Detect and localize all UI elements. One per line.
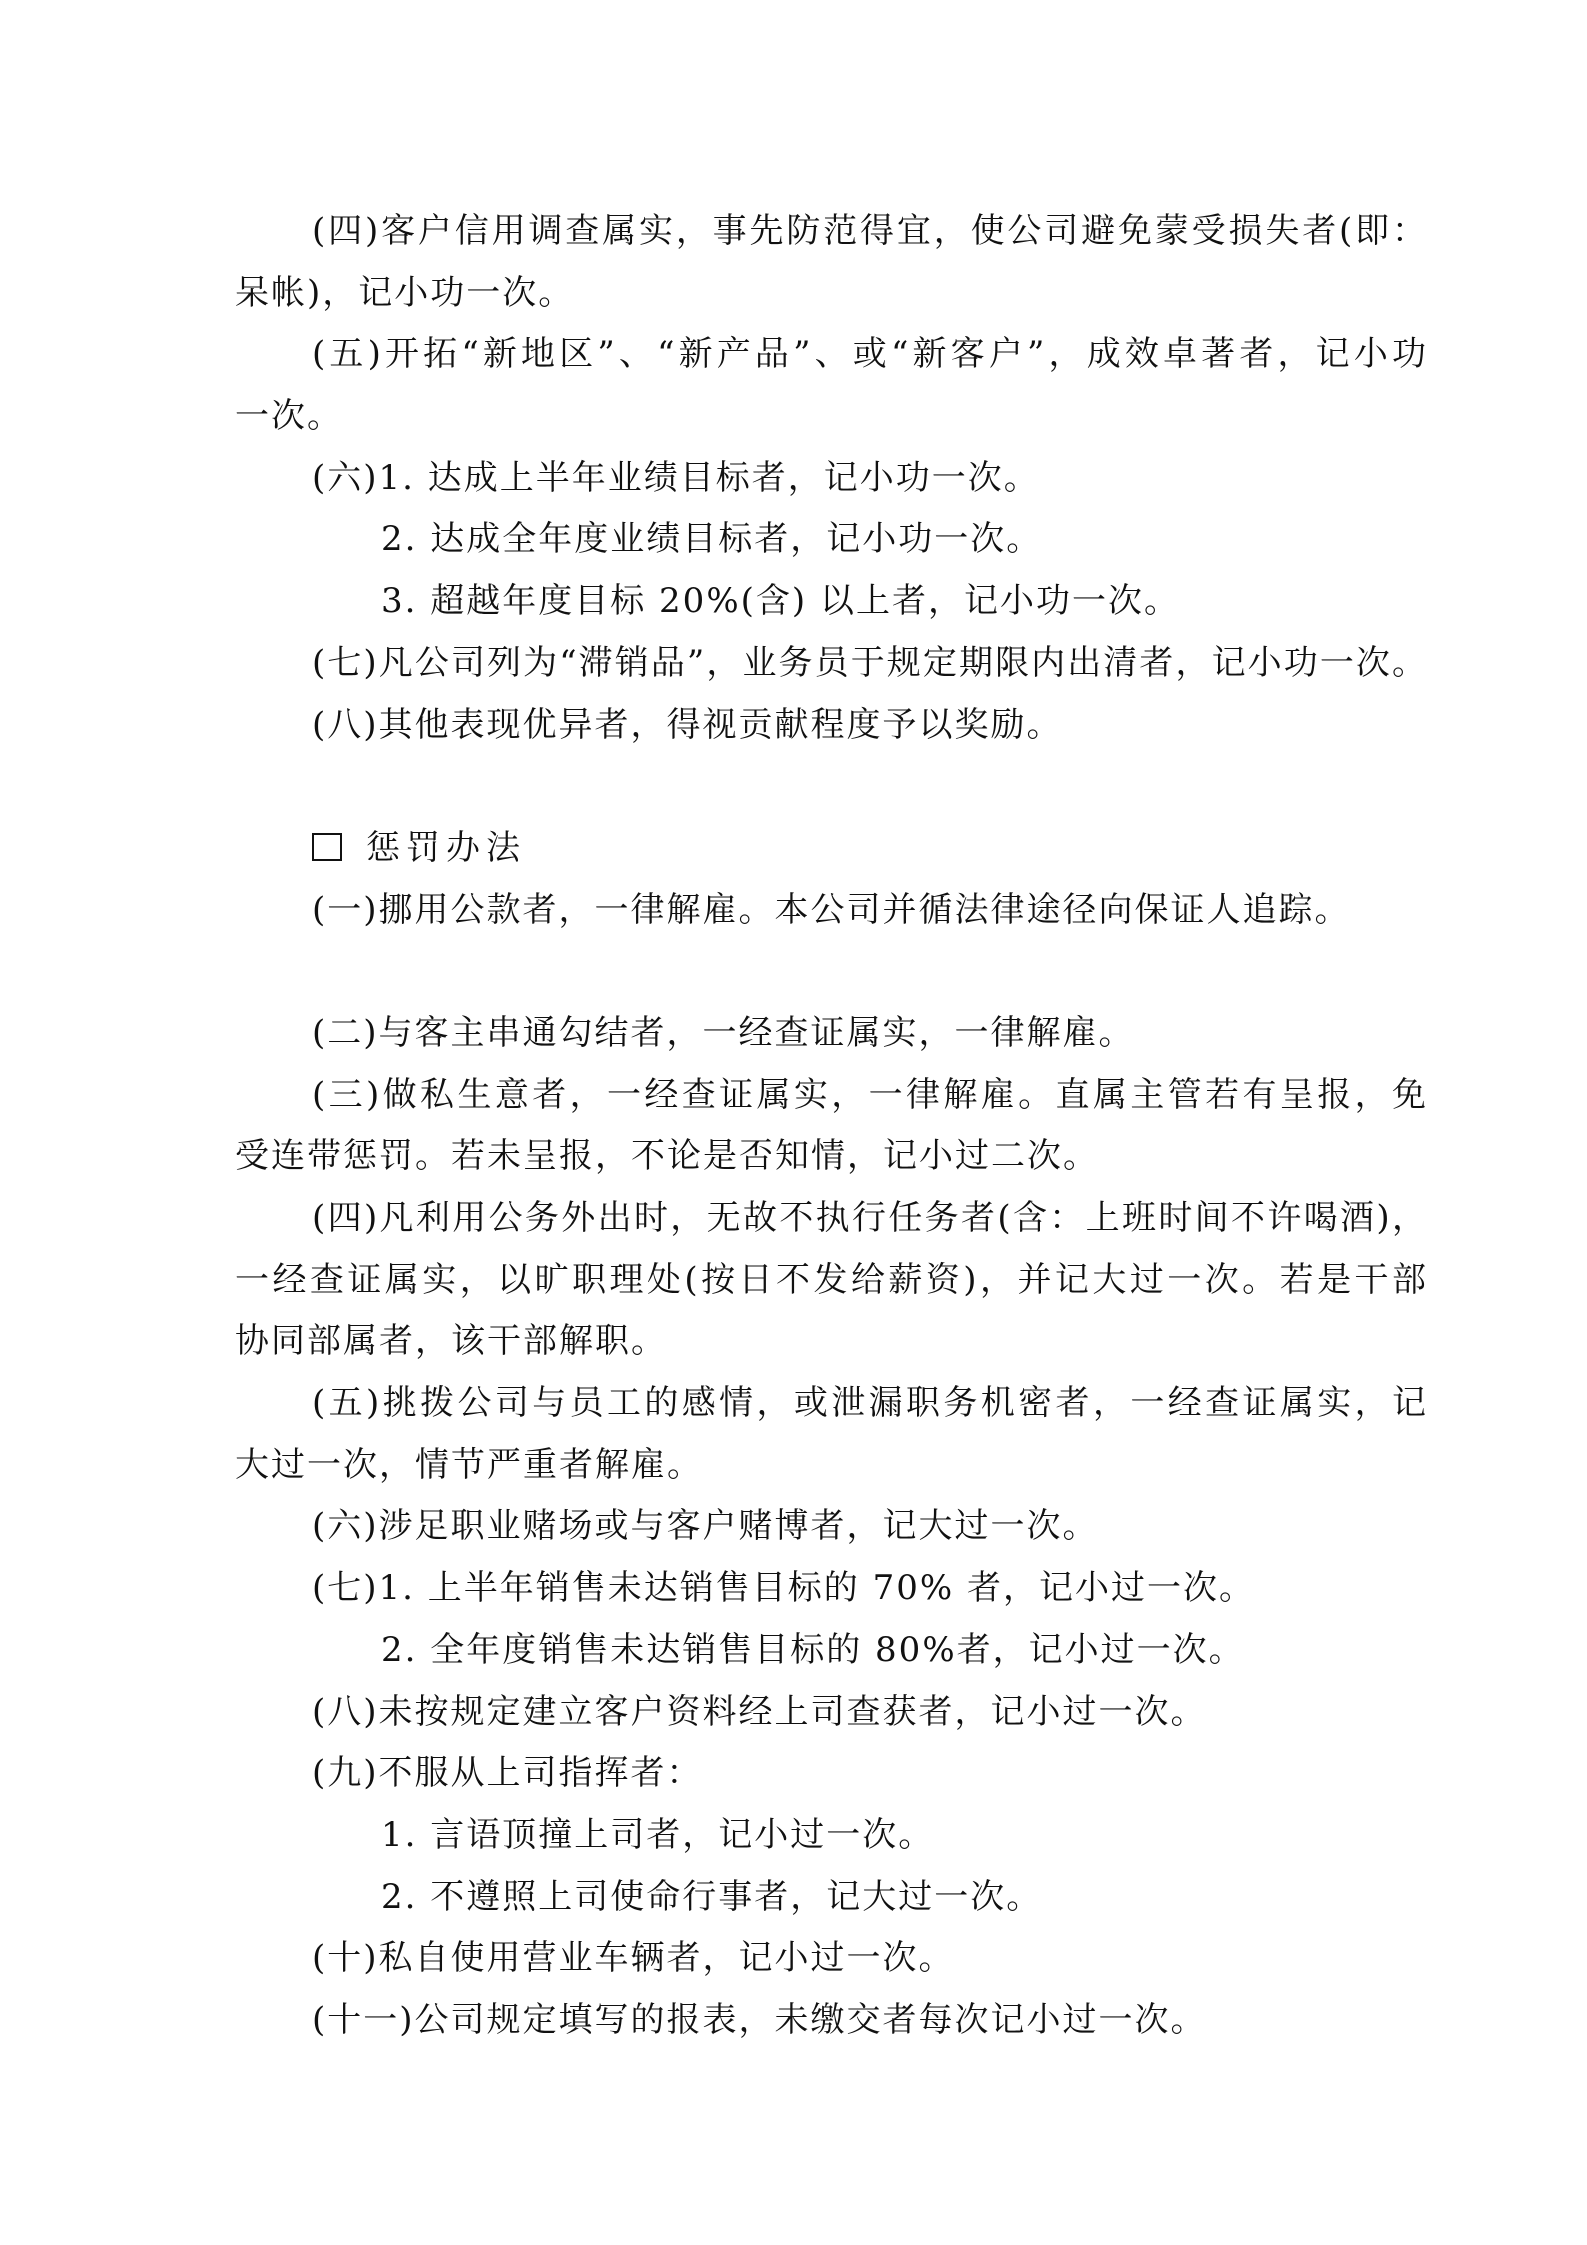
reward-item-line: (七)凡公司列为“滞销品”，业务员于规定期限内出清者，记小功一次。 bbox=[312, 642, 1428, 683]
penalty-item-line: (十)私自使用营业车辆者，记小过一次。 bbox=[312, 1938, 955, 1979]
penalty-item-line: (五)挑拨公司与员工的感情，或泄漏职务机密者，一经查证属实，记 bbox=[312, 1383, 1428, 1424]
penalty-item-line: (十一)公司规定填写的报表，未缴交者每次记小过一次。 bbox=[312, 1999, 1207, 2040]
spacer bbox=[235, 756, 1428, 818]
reward-subitem-line: 3. 超越年度目标 20%(含) 以上者，记小功一次。 bbox=[381, 581, 1180, 622]
penalty-item-line: (四)凡利用公务外出时，无故不执行任务者(含：上班时间不许喝酒)， bbox=[312, 1198, 1428, 1238]
reward-item-line: (四)客户信用调查属实，事先防范得宜，使公司避免蒙受损失者(即： bbox=[312, 211, 1428, 251]
penalties-section bbox=[235, 818, 1428, 2052]
rewards-section bbox=[235, 201, 1428, 756]
checkbox-square-icon bbox=[312, 833, 342, 861]
penalty-item-line: (六)涉足职业赌场或与客户赌博者，记大过一次。 bbox=[312, 1506, 1099, 1547]
document-page bbox=[235, 201, 1428, 2052]
penalty-item-line: (九)不服从上司指挥者： bbox=[312, 1753, 703, 1794]
penalty-item-line: (一)挪用公款者，一律解雇。本公司并循法律途径向保证人追踪。 bbox=[312, 889, 1351, 930]
reward-item-line: (六)1. 达成上半年业绩目标者，记小功一次。 bbox=[312, 457, 1040, 498]
spacer bbox=[235, 941, 1428, 1003]
penalty-subitem-line: 2. 不遵照上司使命行事者，记大过一次。 bbox=[381, 1876, 1043, 1917]
penalty-item-line: 大过一次，情节严重者解雇。 bbox=[235, 1444, 703, 1485]
penalty-item-line: 协同部属者，该干部解职。 bbox=[235, 1321, 667, 1362]
penalty-item-line: (八)未按规定建立客户资料经上司查获者，记小过一次。 bbox=[312, 1691, 1207, 1732]
penalty-item-line: (三)做私生意者，一经查证属实，一律解雇。直属主管若有呈报，免 bbox=[312, 1074, 1428, 1115]
reward-item-line: (八)其他表现优异者，得视贡献程度予以奖励。 bbox=[312, 704, 1063, 745]
reward-subitem-line: 2. 达成全年度业绩目标者，记小功一次。 bbox=[381, 519, 1043, 560]
penalty-item-line: (二)与客主串通勾结者，一经查证属实，一律解雇。 bbox=[312, 1012, 1135, 1053]
section-heading bbox=[235, 818, 1428, 880]
reward-item-line: 一次。 bbox=[235, 396, 343, 437]
penalty-item-line: (七)1. 上半年销售未达销售目标的 70% 者，记小过一次。 bbox=[312, 1568, 1255, 1609]
penalty-subitem-line: 2. 全年度销售未达销售目标的 80%者，记小过一次。 bbox=[381, 1629, 1245, 1670]
penalty-item-line: 受连带惩罚。若未呈报，不论是否知情，记小过二次。 bbox=[235, 1136, 1099, 1177]
penalty-item-line: 一经查证属实，以旷职理处(按日不发给薪资)，并记大过一次。若是干部 bbox=[235, 1259, 1428, 1300]
penalty-subitem-line: 1. 言语顶撞上司者，记小过一次。 bbox=[381, 1814, 935, 1855]
section-heading-text: 惩罚办法 bbox=[366, 827, 526, 868]
reward-item-line: (五)开拓“新地区”、“新产品”、或“新客户”，成效卓著者，记小功 bbox=[312, 334, 1428, 375]
reward-item-line: 呆帐)，记小功一次。 bbox=[235, 272, 575, 313]
